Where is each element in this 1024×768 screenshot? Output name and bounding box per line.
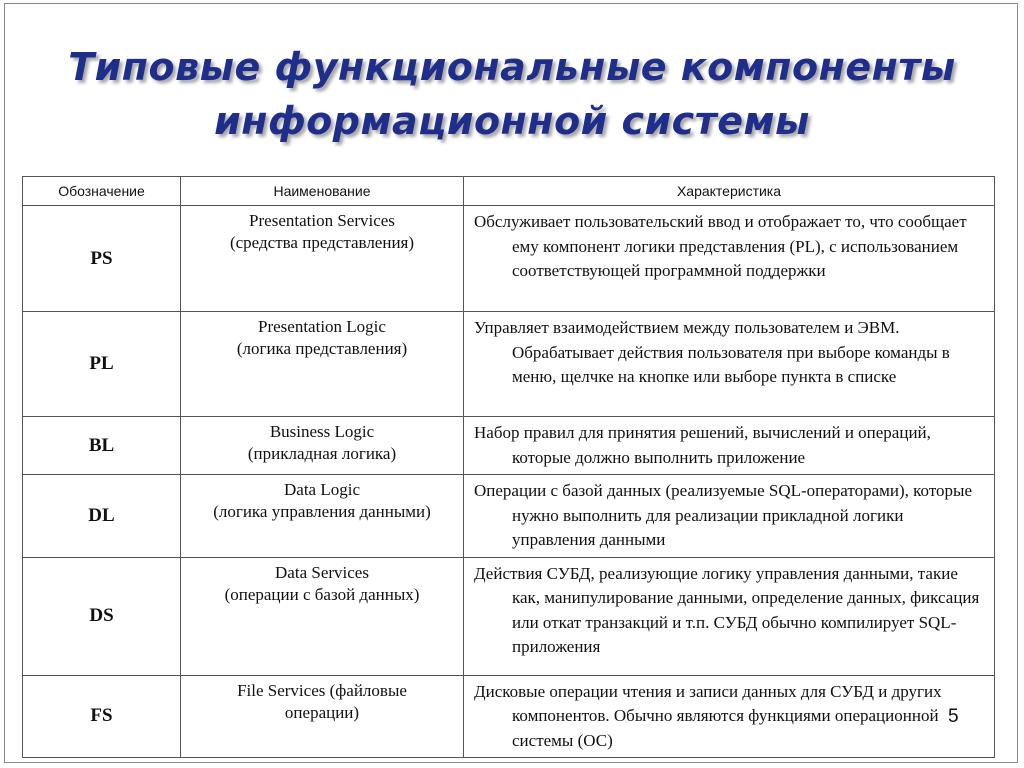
table-row-fs [23, 675, 995, 758]
table-row-bl [23, 417, 995, 475]
header-characteristic: Характеристика [464, 177, 995, 206]
row-description-text: Обслуживает пользовательский ввод и отображает то, что сообщает ему компонент логики представления (PL), с использованием соответствующей программной поддержки [474, 212, 967, 280]
row-description [464, 675, 995, 758]
components-table [22, 176, 995, 758]
row-code: PS [23, 206, 181, 312]
row-name-en: Data Services [275, 562, 369, 582]
row-description [464, 312, 995, 417]
row-name-ru: (логика представления) [236, 339, 408, 358]
row-description [464, 557, 995, 675]
row-name [181, 417, 464, 475]
row-name-en: Business Logic [269, 422, 375, 441]
row-description-text: Набор правил для принятия решений, вычислений и операций, которые должно выполнить приложение [474, 423, 931, 467]
slide-title [0, 40, 1024, 148]
row-description-text: Дисковые операции чтения и записи данных для СУБД и других компонентов. Обычно являются функциями операционной системы (ОС) [474, 681, 942, 750]
row-code: FS [23, 675, 181, 758]
row-description-text: Управляет взаимодействием между пользователем и ЭВМ. Обрабатывает действия пользователя при выборе команды в меню, щелчке на кнопке или выборе пункта в списке [474, 318, 950, 386]
slide-title-line-1: Типовые функциональные компоненты [68, 45, 956, 89]
row-name-en: Presentation Logic [258, 317, 386, 336]
row-name [181, 206, 464, 312]
row-name-en: Presentation Services [249, 211, 395, 230]
row-name-ru: (средства представления) [229, 233, 415, 252]
row-name-ru: операции) [284, 702, 360, 722]
row-name [181, 557, 464, 675]
row-code: BL [23, 417, 181, 475]
row-name-en: File Services (файловые [237, 680, 407, 700]
row-name-en: Data Logic [284, 480, 360, 499]
table-row-ps [23, 206, 995, 312]
slide-title-line-2: информационной системы [214, 99, 810, 143]
header-name: Наименование [181, 177, 464, 206]
row-description-text: Операции с базой данных (реализуемые SQL-операторами), которые нужно выполнить для реализации прикладной логики управления данными [474, 481, 973, 549]
table-header-row [23, 177, 995, 206]
row-name-ru: (операции с базой данных) [224, 584, 420, 604]
row-code: DL [23, 475, 181, 558]
row-name-ru: (прикладная логика) [247, 444, 397, 463]
row-name [181, 675, 464, 758]
row-name [181, 475, 464, 558]
row-code: PL [23, 312, 181, 417]
row-description [464, 475, 995, 558]
row-description [464, 206, 995, 312]
header-designation: Обозначение [23, 177, 181, 206]
page-number: 5 [948, 706, 959, 727]
table-row-pl [23, 312, 995, 417]
row-name-ru: (логика управления данными) [213, 502, 431, 521]
row-description-text: Действия СУБД, реализующие логику управления данными, такие как, манипулирование данными, определение данных, фиксация или откат транзакций и т.п. СУБД обычно компилирует SQL-приложения [474, 563, 980, 656]
table-row-dl [23, 475, 995, 558]
table-row-ds [23, 557, 995, 675]
row-code: DS [23, 557, 181, 675]
row-description [464, 417, 995, 475]
row-name [181, 312, 464, 417]
